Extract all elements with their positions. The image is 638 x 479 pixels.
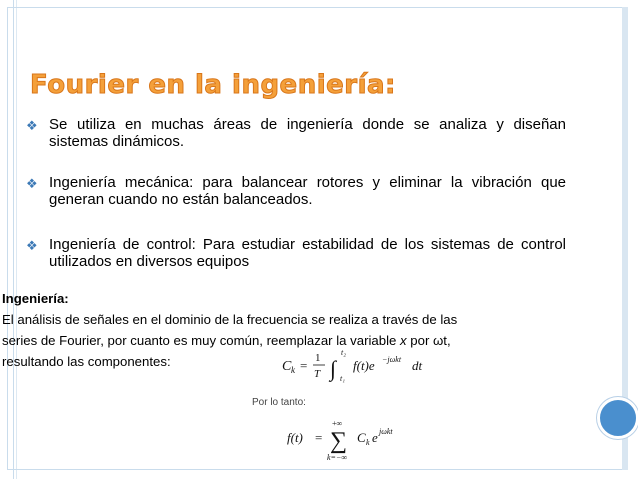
bullet-text: Ingeniería mecánica: para balancear rotores y eliminar la vibración que generan cuando no están balanceados.: [49, 174, 566, 208]
bullet-item: [26, 236, 566, 270]
paragraph-label: Ingeniería:: [2, 291, 69, 306]
svg-text:=: =: [300, 358, 308, 373]
diamond-bullet-icon: ❖: [26, 238, 38, 253]
svg-text:f(t)e: f(t)e: [353, 358, 375, 373]
svg-text:t₁: t₁: [340, 374, 346, 383]
svg-text:jωkt: jωkt: [379, 427, 393, 436]
diamond-bullet-icon: ❖: [26, 118, 38, 133]
svg-text:dt: dt: [412, 358, 423, 373]
decorative-circle: [597, 397, 638, 439]
bullet-item: [26, 116, 566, 150]
svg-text:k: k: [366, 438, 370, 447]
slide-title: Fourier en la ingeniería:: [30, 70, 396, 100]
variable-x: x: [400, 333, 407, 348]
bullet-text: Ingeniería de control: Para estudiar estabilidad de los sistemas de control utilizados en diversos equipos: [49, 236, 566, 270]
fourier-series-equation: [285, 412, 465, 464]
svg-text:−jωkt: −jωkt: [382, 355, 402, 364]
svg-text:C: C: [282, 359, 292, 374]
svg-text:+∞: +∞: [332, 419, 343, 428]
diamond-bullet-icon: ❖: [26, 176, 38, 191]
paragraph-text: series de Fourier, por cuanto es muy común, reemplazar la variable: [2, 333, 401, 348]
svg-text:k: k: [291, 365, 295, 375]
svg-text:=: =: [315, 430, 323, 445]
bullet-item: [26, 174, 566, 208]
svg-text:k=−∞: k=−∞: [327, 453, 348, 462]
paragraph-text: por ωt,: [406, 333, 451, 348]
svg-text:C: C: [357, 430, 366, 445]
svg-text:t₂: t₂: [341, 348, 347, 357]
svg-text:∑: ∑: [330, 428, 348, 454]
por-lo-tanto-label: Por lo tanto:: [252, 397, 306, 408]
svg-text:f(t): f(t): [287, 430, 303, 445]
fourier-coefficient-equation: [280, 345, 470, 385]
bullet-text: Se utiliza en muchas áreas de ingeniería donde se analiza y diseñan sistemas dinámicos.: [49, 116, 566, 150]
svg-text:1: 1: [315, 352, 321, 364]
paragraph-line: resultando las componentes:: [2, 354, 171, 369]
svg-text:∫: ∫: [330, 356, 337, 381]
svg-text:e: e: [372, 430, 378, 445]
svg-text:T: T: [314, 368, 321, 380]
paragraph-line: El análisis de señales en el dominio de la frecuencia se realiza a través de las: [2, 312, 458, 327]
